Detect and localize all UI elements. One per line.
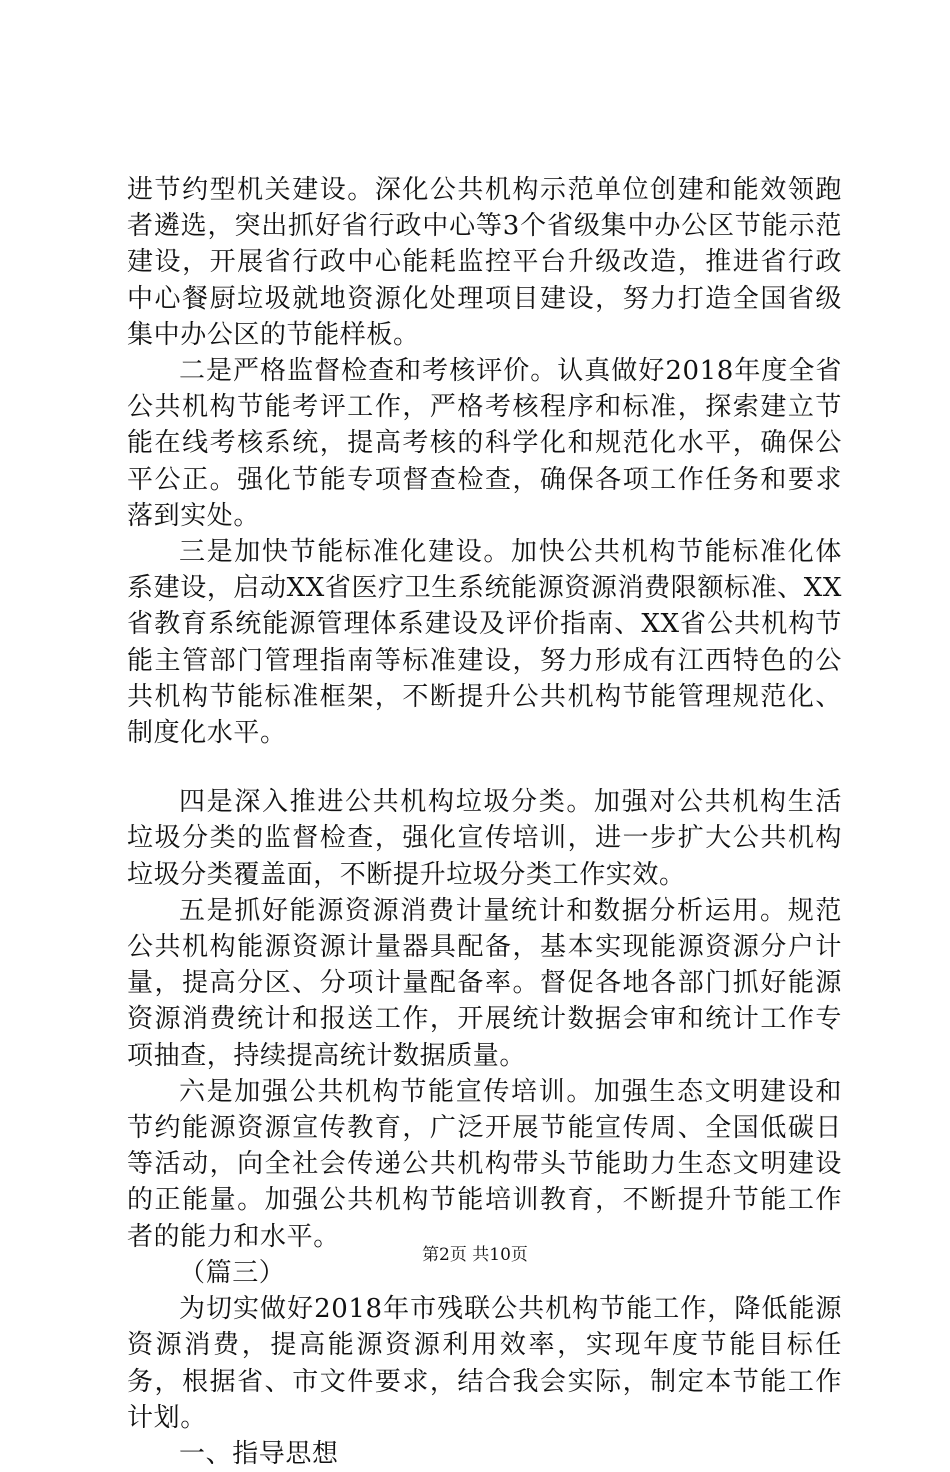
section-heading-part3: （篇三） (179, 1257, 286, 1288)
document-body (127, 172, 842, 1472)
page-number-footer: 第2页 共10页 (422, 1245, 528, 1265)
paragraph-intro: 为切实做好2018年市残联公共机构节能工作，降低能源资源消费，提高能源资源利用效率，实现年度节能目标任务，根据省、市文件要求，结合我会实际，制定本节能工作计划。 (127, 1294, 842, 1433)
paragraph-item-6: 六是加强公共机构节能宣传培训。加强生态文明建设和节约能源资源宣传教育，广泛开展节能宣传周、全国低碳日等活动，向全社会传递公共机构带头节能助力生态文明建设的正能量。加强公共机构节能培训教育，不断提升节能工作者的能力和水平。 (127, 1076, 842, 1252)
paragraph-continuation: 进节约型机关建设。深化公共机构示范单位创建和能效领跑者遴选，突出抓好省行政中心等3个省级集中办公区节能示范建设，开展省行政中心能耗监控平台升级改造，推进省行政中心餐厨垃圾就地资源化处理项目建设，努力打造全国省级集中办公区的节能样板。 (127, 175, 842, 350)
section-heading-guiding-ideology: 一、指导思想 (179, 1438, 339, 1469)
paragraph-item-2: 二是严格监督检查和考核评价。认真做好2018年度全省公共机构节能考评工作，严格考核程序和标准，探索建立节能在线考核系统，提高考核的科学化和规范化水平，确保公平公正。强化节能专项督查检查，确保各项工作任务和要求落到实处。 (127, 356, 842, 531)
paragraph-item-5: 五是抓好能源资源消费计量统计和数据分析运用。规范公共机构能源资源计量器具配备，基本实现能源资源分户计量，提高分区、分项计量配备率。督促各地各部门抓好能源资源消费统计和报送工作，开展统计数据会审和统计工作专项抽查，持续提高统计数据质量。 (127, 895, 842, 1071)
paragraph-item-3: 三是加快节能标准化建设。加快公共机构节能标准化体系建设，启动XX省医疗卫生系统能源资源消费限额标准、XX省教育系统能源管理体系建设及评价指南、XX省公共机构节能主管部门管理指南等标准建设，努力形成有江西特色的公共机构节能标准框架，不断提升公共机构节能管理规范化、制度化水平。 (127, 537, 842, 749)
paragraph-item-4: 四是深入推进公共机构垃圾分类。加强对公共机构生活垃圾分类的监督检查，强化宣传培训，进一步扩大公共机构垃圾分类覆盖面，不断提升垃圾分类工作实效。 (127, 787, 842, 890)
